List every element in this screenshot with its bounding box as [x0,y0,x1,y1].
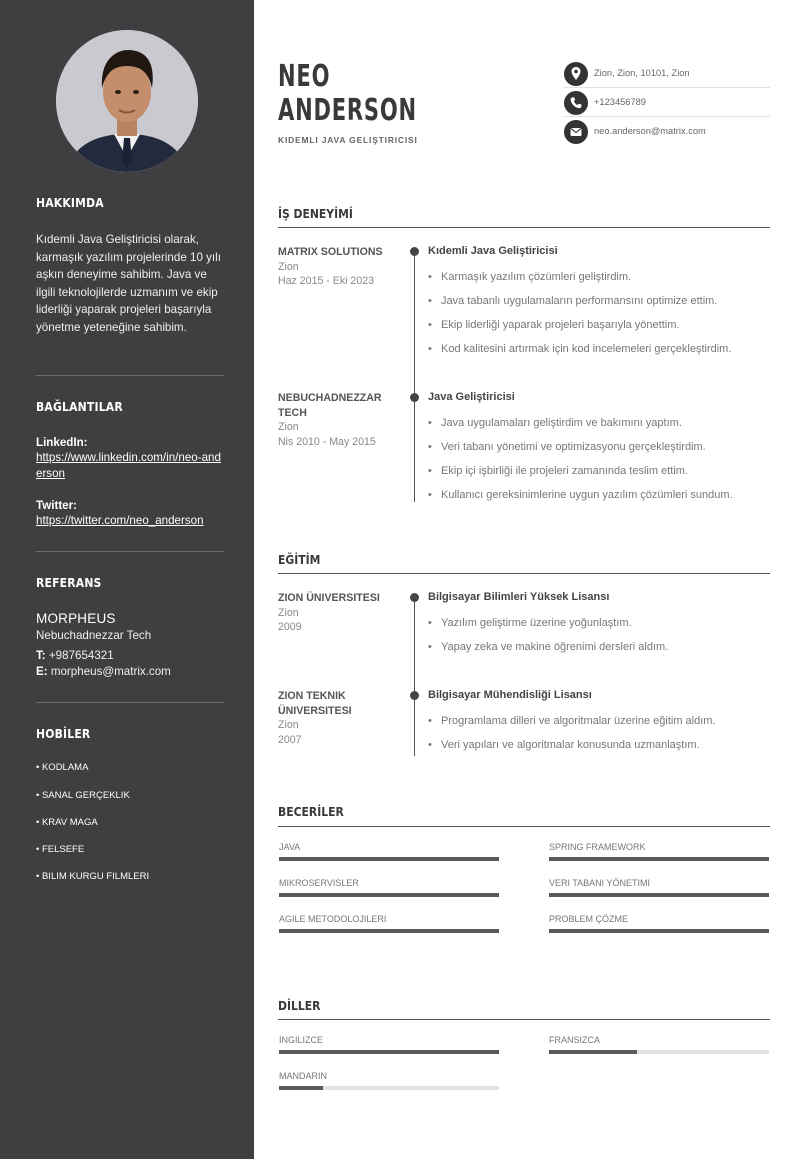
about-title: HAKKIMDA [36,196,104,210]
graduation-year: 2009 [278,621,302,633]
employment-dates: Nis 2010 - May 2015 [278,435,376,448]
link-label: Twitter: [36,499,78,512]
job-bullet: • Ekip içi işbirliği ile projeleri zamanında teslim ettim. [428,465,688,477]
linkedin-link[interactable]: https://www.linkedin.com/in/neo-anderson [36,451,221,480]
company-name: MATRIX SOLUTIONS [278,246,383,258]
timeline-dot [410,393,419,402]
skill-bar [549,929,769,933]
contact-phone [564,89,770,117]
skill-bar-fill [549,929,769,933]
company-name: NEBUCHADNEZZAR TECH [278,392,382,419]
degree: Bilgisayar Mühendisliği Lisansı [428,689,592,701]
skill-label: JAVA [279,842,301,852]
about-section [36,196,224,210]
skill-label: SPRING FRAMEWORK [549,842,646,852]
languages-title: DİLLER [278,999,321,1013]
skill-bar [279,857,499,861]
education-bullet: • Veri yapıları ve algoritmalar konusunda uzmanlaştım. [428,739,700,751]
phone-text: +123456789 [594,97,646,107]
reference-phone-value: +987654321 [48,649,114,662]
address-text: Zion, Zion, 10101, Zion [594,68,690,78]
job-bullet: • Kullanıcı gereksinimlerine uygun yazılım çözümleri sundum. [428,489,733,501]
school-location: Zion [278,606,299,619]
location-icon [564,62,588,86]
education-bullet: • Yapay zeka ve makine öğrenimi dersleri aldım. [428,641,668,653]
skill-bar-fill [549,893,769,897]
profile-photo [56,30,198,172]
skill-bar-fill [279,929,499,933]
language-bar [279,1086,499,1090]
language-bar [279,1050,499,1054]
job-bullet: • Veri tabanı yönetimi ve optimizasyonu gerçekleştirdim. [428,441,706,453]
timeline-dot [410,247,419,256]
company-location: Zion [278,260,299,273]
section-divider [278,227,770,228]
skill-label: PROBLEM ÇÖZME [549,914,629,924]
link-twitter [36,499,224,529]
sidebar-divider [36,375,224,376]
skill-bar-fill [279,893,499,897]
job-bullet: • Ekip liderliği yaparak projeleri başarıyla yönettim. [428,319,679,331]
job-bullet: • Java tabanlı uygulamaların performansını optimize ettim. [428,295,717,307]
experience-entry-meta [278,245,398,289]
job-role: Java Geliştiricisi [428,391,515,403]
link-linkedin [36,436,224,482]
skill-label: MIKROSERVISLER [279,878,359,888]
reference-name: MORPHEUS [36,611,116,626]
hobby-item: • FELSEFE [36,844,85,855]
links-section [36,400,224,414]
skill-bar [279,929,499,933]
experience-timeline [414,252,415,502]
language-label: MANDARIN [279,1071,328,1081]
section-divider [278,573,770,574]
sidebar-divider [36,702,224,703]
job-role: Kıdemli Java Geliştiricisi [428,245,558,257]
reference-email-value: morpheus@matrix.com [50,665,171,678]
reference-title: REFERANS [36,576,102,590]
contact-email [564,118,770,146]
first-name: NEO [278,59,331,94]
school-name: ZION ÜNIVERSITESI [278,592,380,604]
language-bar [549,1050,769,1054]
skill-bar [279,893,499,897]
education-timeline [414,598,415,756]
skill-label: VERI TABANI YÖNETIMI [549,878,651,888]
person-portrait-icon [56,30,198,172]
links-title: BAĞLANTILAR [36,400,123,414]
hobby-item: • BILIM KURGU FILMLERI [36,871,150,882]
education-entry-meta [278,591,398,635]
graduation-year: 2007 [278,733,302,746]
email-icon [564,120,588,144]
school-name: ZION TEKNIK ÜNIVERSITESI [278,690,352,717]
skill-bar-fill [549,857,769,861]
section-divider [278,826,770,827]
experience-entry-meta [278,391,398,449]
degree: Bilgisayar Bilimleri Yüksek Lisansı [428,591,610,603]
reference-details [36,611,224,680]
education-bullet: • Programlama dilleri ve algoritmalar üzerine eğitim aldım. [428,715,716,727]
job-title: KIDEMLI JAVA GELIŞTIRICISI [278,135,418,145]
email-text: neo.anderson@matrix.com [594,126,706,136]
hobbies-section [36,727,224,741]
hobby-item: • KODLAMA [36,762,89,773]
reference-email [36,664,224,680]
timeline-dot [410,593,419,602]
education-entry-meta [278,689,388,747]
reference-email-label: E: [36,665,48,678]
education-title: EĞİTİM [278,553,321,567]
job-bullet: • Java uygulamaları geliştirdim ve bakımını yaptım. [428,417,682,429]
twitter-link[interactable]: https://twitter.com/neo_anderson [36,514,204,527]
skill-label: AGILE METODOLOJILERI [279,914,387,924]
language-bar-fill [279,1050,499,1054]
employment-dates: Haz 2015 - Eki 2023 [278,275,374,287]
phone-icon [564,91,588,115]
sidebar-divider [36,551,224,552]
language-bar-fill [279,1086,323,1090]
about-text: Kıdemli Java Geliştiricisi olarak, karmaşık yazılım projelerinde 10 yılı aşkın deneyime sahibim. Java ve ilgili teknolojilerde uzmanım ve ekip liderliği yaparak projeleri başarıyla yönetme yeteneğine sahibim. [36,233,221,334]
link-label: LinkedIn: [36,436,88,449]
language-label: FRANSIZCA [549,1035,601,1045]
last-name: ANDERSON [278,93,417,128]
reference-phone [36,648,224,664]
contact-address [564,60,770,88]
experience-title: İŞ DENEYİMİ [278,207,353,221]
education-bullet: • Yazılım geliştirme üzerine yoğunlaştım. [428,617,632,629]
section-divider [278,1019,770,1020]
reference-phone-label: T: [36,649,46,662]
sidebar [0,0,254,1159]
language-bar-fill [549,1050,637,1054]
job-bullet: • Karmaşık yazılım çözümleri geliştirdim. [428,271,631,283]
full-name [278,60,417,128]
hobbies-list [36,762,224,892]
language-label: İNGILIZCE [279,1035,324,1045]
job-bullet: • Kod kalitesini artırmak için kod incelemeleri gerçekleştirdim. [428,343,731,355]
school-location: Zion [278,719,299,731]
skills-title: BECERİLER [278,805,344,819]
skill-bar-fill [279,857,499,861]
skill-bar [549,857,769,861]
hobby-item: • KRAV MAGA [36,817,98,828]
hobbies-title: HOBİLER [36,727,91,741]
timeline-dot [410,691,419,700]
reference-section [36,576,224,590]
reference-company: Nebuchadnezzar Tech [36,629,152,642]
hobby-item: • SANAL GERÇEKLIK [36,790,130,801]
skill-bar [549,893,769,897]
company-location: Zion [278,421,299,433]
